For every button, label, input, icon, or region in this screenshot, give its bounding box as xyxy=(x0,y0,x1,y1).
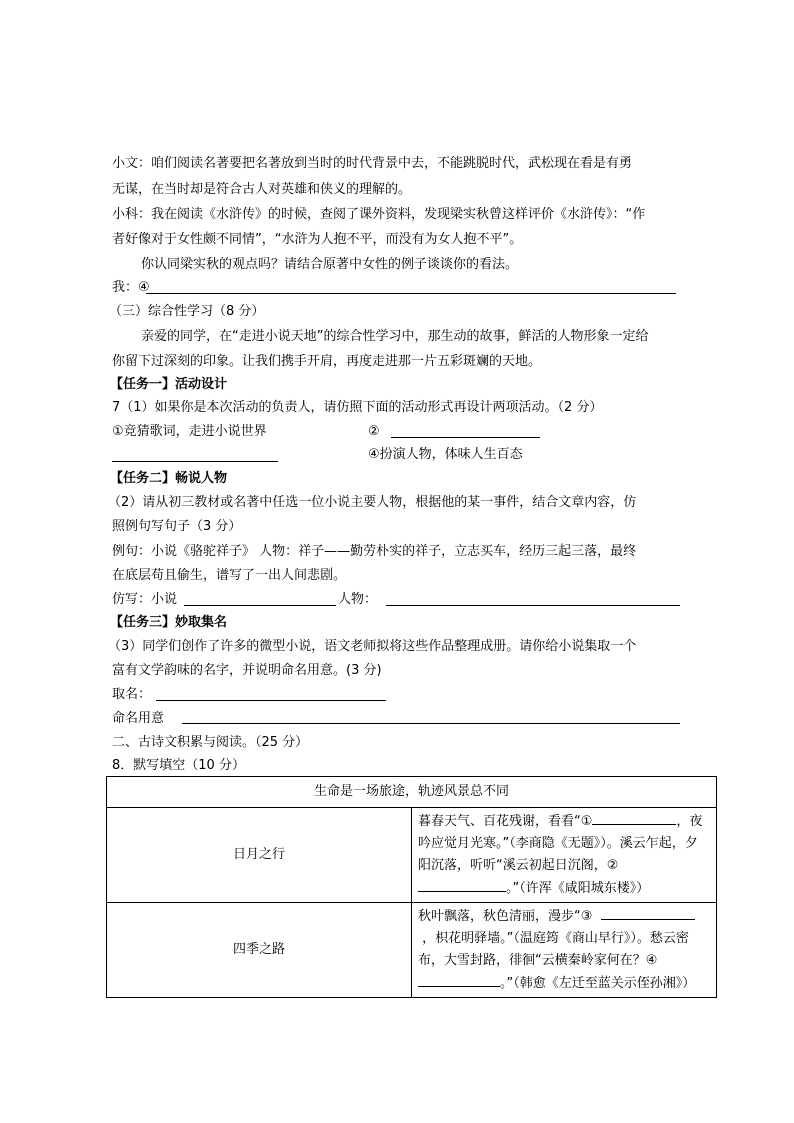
xiaoke-line-1: 小科：我在阅读《水浒传》的时候，查阅了课外资料，发现梁实秋曾这样评价《水浒传》：“作 xyxy=(112,207,646,222)
row1-label: 日月之行 xyxy=(107,808,412,903)
row2-text-c: 。”（韩愈《左迁至蓝关示侄孙湘》） xyxy=(500,976,696,991)
task2-question-2: 照例句写句子（3 分） xyxy=(112,519,242,534)
table-row xyxy=(107,903,717,998)
task3-name-label: 取名： xyxy=(112,687,152,702)
task2-person-blank[interactable] xyxy=(386,605,680,606)
task1-item-4: ④扮演人物，体味人生百态 xyxy=(368,447,523,462)
task2-person-label: 人物： xyxy=(338,592,378,607)
row1-text-a: 暮春天气、百花残谢，看看“① xyxy=(418,814,593,829)
blank-3[interactable] xyxy=(601,905,695,920)
blank-4[interactable] xyxy=(418,972,500,987)
task1-item-3-blank[interactable] xyxy=(112,461,278,462)
row1-content xyxy=(412,808,717,903)
task3-title: 【任务三】妙取集名 xyxy=(110,615,228,630)
task1-item-2: ② xyxy=(368,424,380,439)
row1-text-c: 。”（许浑《咸阳城东楼》） xyxy=(506,881,650,896)
me-answer-blank[interactable] xyxy=(146,293,676,294)
table-header: 生命是一场旅途，轨迹风景总不同 xyxy=(107,777,717,808)
section3-intro-2: 你留下过深刻的印象。让我们携手开肩，再度走进那一片五彩斑斓的天地。 xyxy=(112,354,542,369)
task3-meaning-label: 命名用意 xyxy=(112,711,165,726)
task3-name-blank[interactable] xyxy=(156,700,386,701)
xiaowen-line-2: 无谋，在当时却是符合古人对英雄和侠义的理解的。 xyxy=(112,182,412,197)
row2-label: 四季之路 xyxy=(107,903,412,998)
task3-question-1: （3）同学们创作了许多的微型小说，语文老师拟将这些作品整理成册。请你给小说集取一个 xyxy=(108,639,637,654)
xiaowen-line-1: 小文：咱们阅读名著要把名著放到当时的时代背景中去，不能跳脱时代，武松现在看是有勇 xyxy=(112,156,633,171)
me-answer-label: 我：④ xyxy=(112,280,150,295)
row2-text-a: 秋叶飘落，秋色清丽，漫步“③ xyxy=(418,909,593,924)
task2-imitate-label: 仿写：小说 xyxy=(112,592,178,607)
task2-example-2: 在底层苟且偷生，谱写了一出人间悲剧。 xyxy=(112,568,347,583)
question-8-title: 8．默写填空（10 分） xyxy=(112,758,245,773)
blank-1[interactable] xyxy=(592,810,676,825)
table-row xyxy=(107,808,717,903)
section3-title: （三）综合性学习（8 分） xyxy=(109,304,265,319)
row1-text-b: ，夜吟应觉月光寒。”（李商隐《无题》）。溪云乍起，夕阳沉落，听听“溪云初起日沉阁，② xyxy=(418,814,703,873)
section3-intro-1: 亲爱的同学，在“走进小说天地”的综合性学习中，那生动的故事，鲜活的人物形象一定给 xyxy=(141,329,649,344)
task3-question-2: 富有文学韵味的名字，并说明命名用意。(3 分) xyxy=(112,663,382,678)
task2-title: 【任务二】畅说人物 xyxy=(110,471,228,486)
recitation-table xyxy=(106,776,717,998)
part2-title: 二、古诗文积累与阅读。（25 分） xyxy=(112,735,309,750)
row2-text-b: ，枳花明驿墙。”（温庭筠《商山早行》）。愁云密布，大雪封路，徘徊“云横秦岭家何在？④ xyxy=(418,931,689,968)
task2-example-1: 例句：小说《骆驼祥子》 人物：祥子——勤劳朴实的祥子，立志买车，经历三起三落，最终 xyxy=(112,544,637,559)
task2-question-1: （2）请从初三教材或名著中任选一位小说主要人物，根据他的某一事件，结合文章内容，仿 xyxy=(108,495,637,510)
dialogue-question: 你认同梁实秋的观点吗？请结合原著中女性的例子谈谈你的看法。 xyxy=(141,257,519,272)
task1-question: 7（1）如果你是本次活动的负责人，请仿照下面的活动形式再设计两项活动。（2 分） xyxy=(112,400,603,415)
blank-2[interactable] xyxy=(418,877,506,892)
task3-meaning-blank[interactable] xyxy=(182,723,680,724)
task2-novel-blank[interactable] xyxy=(184,605,336,606)
task1-item-2-blank[interactable] xyxy=(391,437,540,438)
row2-content xyxy=(412,903,717,998)
task1-title: 【任务一】活动设计 xyxy=(110,377,228,392)
task1-item-1: ①竞猜歌词，走进小说世界 xyxy=(112,424,267,439)
xiaoke-line-2: 者好像对于女性颇不同情”，“水浒为人抱不平，而没有为女人抱不平”。 xyxy=(112,232,523,247)
